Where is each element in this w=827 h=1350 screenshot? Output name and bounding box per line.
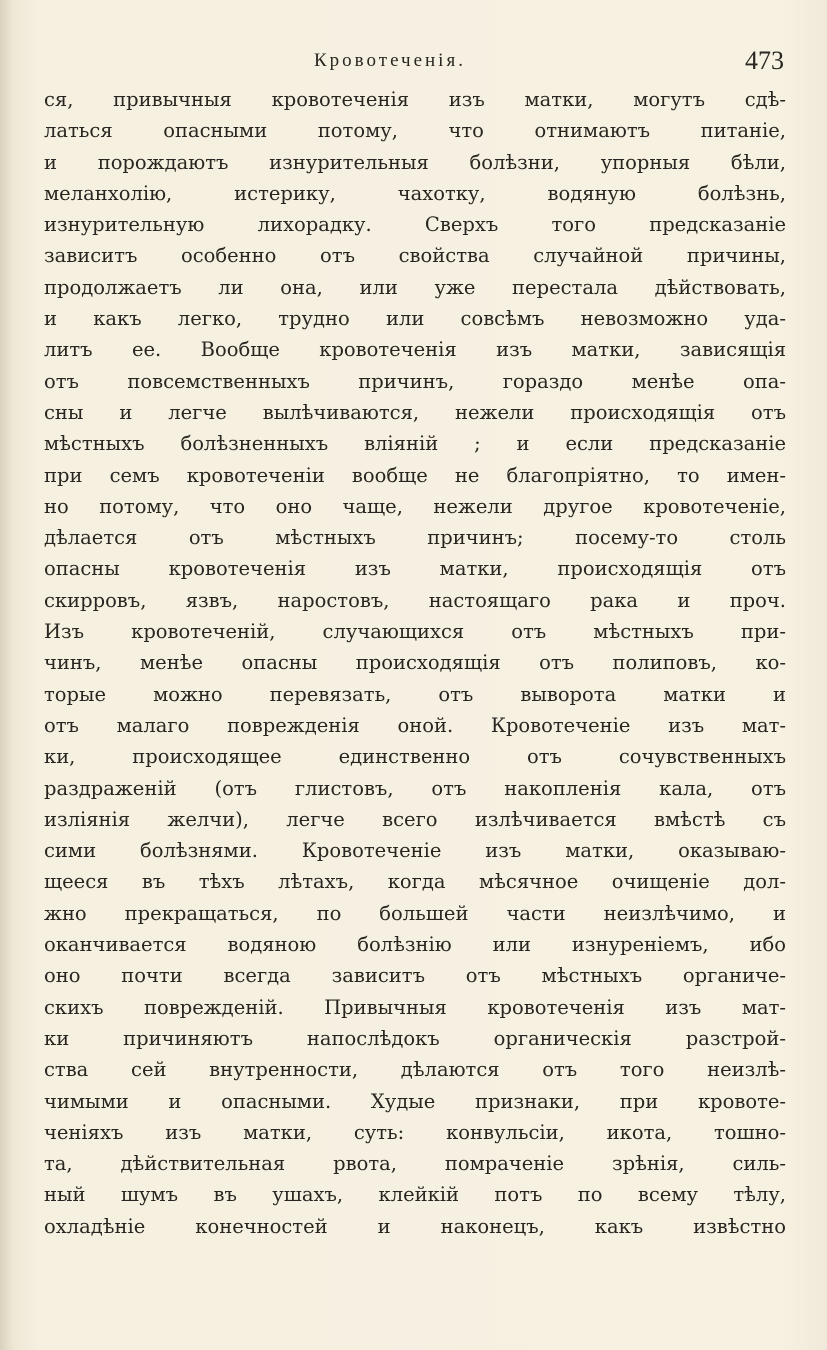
text-line: оканчивается водяною болѣзнію или изнуреніемъ, ибо bbox=[44, 933, 786, 957]
text-line: та, дѣйствительная рвота, помраченіе зрѣнія, силь- bbox=[44, 1152, 786, 1176]
text-line: жно прекращаться, по большей части неизлѣчимо, и bbox=[44, 901, 786, 925]
text-line: зависитъ особенно отъ свойства случайной причины, bbox=[44, 244, 786, 268]
text-line: ки, происходящее единственно отъ сочувственныхъ bbox=[44, 745, 786, 769]
text-line: и порождаютъ изнурительныя болѣзни, упорныя бѣли, bbox=[44, 150, 786, 174]
text-line: дѣлается отъ мѣстныхъ причинъ; посему-то столь bbox=[44, 526, 786, 550]
text-line: чимыми и опасными. Худые признаки, при кровоте- bbox=[44, 1089, 786, 1113]
text-line: мѣстныхъ болѣзненныхъ вліяній ; и если предсказаніе bbox=[44, 432, 786, 456]
page-number: 473 bbox=[745, 46, 784, 75]
text-line: ки причиняютъ напослѣдокъ органическія разстрой- bbox=[44, 1026, 786, 1050]
text-line: ства сей внутренности, дѣлаются отъ того неизлѣ- bbox=[44, 1058, 786, 1082]
text-line: отъ повсемственныхъ причинъ, гораздо менѣе опа- bbox=[44, 369, 786, 393]
text-line: скирровъ, язвъ, наростовъ, настоящаго рака и проч. bbox=[44, 588, 786, 612]
text-line: скихъ поврежденій. Привычныя кровотеченія изъ мат- bbox=[44, 995, 786, 1019]
body-text bbox=[44, 84, 786, 1242]
text-line: ченіяхъ изъ матки, суть: конвульсіи, икота, тошно- bbox=[44, 1120, 786, 1144]
text-line: охладѣніе конечностей и наконецъ, какъ извѣстно bbox=[44, 1214, 786, 1238]
text-line: и какъ легко, трудно или совсѣмъ невозможно уда- bbox=[44, 307, 786, 331]
text-line: отъ малаго поврежденія оной. Кровотеченіе изъ мат- bbox=[44, 713, 786, 737]
text-line: изнурительную лихорадку. Сверхъ того предсказаніе bbox=[44, 213, 786, 237]
text-line: латься опасными потому, что отнимаютъ питаніе, bbox=[44, 119, 786, 143]
text-line: литъ ее. Вообще кровотеченія изъ матки, зависящія bbox=[44, 338, 786, 362]
text-line: опасны кровотеченія изъ матки, происходящія отъ bbox=[44, 557, 786, 581]
text-line: ный шумъ въ ушахъ, клейкій потъ по всему тѣлу, bbox=[44, 1183, 786, 1207]
text-line: при семъ кровотеченіи вообще не благопріятно, то имен- bbox=[44, 463, 786, 487]
text-line: изліянія желчи), легче всего излѣчивается вмѣстѣ съ bbox=[44, 807, 786, 831]
text-line: ся, привычныя кровотеченія изъ матки, могутъ сдѣ- bbox=[44, 88, 786, 111]
text-line: щееся въ тѣхъ лѣтахъ, когда мѣсячное очищеніе дол- bbox=[44, 870, 786, 894]
running-title: Кровотеченія. bbox=[314, 50, 466, 71]
text-line: Изъ кровотеченій, случающихся отъ мѣстныхъ при- bbox=[44, 620, 786, 644]
text-line: торые можно перевязать, отъ выворота матки и bbox=[44, 682, 786, 706]
text-line: меланхолію, истерику, чахотку, водяную болѣзнь, bbox=[44, 181, 786, 205]
text-line: сны и легче вылѣчиваются, нежели происходящія отъ bbox=[44, 400, 786, 424]
text-line: сими болѣзнями. Кровотеченіе изъ матки, оказываю- bbox=[44, 839, 786, 863]
text-line: чинъ, менѣе опасны происходящія отъ полиповъ, ко- bbox=[44, 651, 786, 675]
text-line: но потому, что оно чаще, нежели другое кровотеченіе, bbox=[44, 494, 786, 518]
text-line: раздраженій (отъ глистовъ, отъ накопленія кала, отъ bbox=[44, 776, 786, 800]
page-header bbox=[44, 46, 784, 76]
text-line: продолжаетъ ли она, или уже перестала дѣйствовать, bbox=[44, 275, 786, 299]
text-line: оно почти всегда зависитъ отъ мѣстныхъ органиче- bbox=[44, 964, 786, 988]
